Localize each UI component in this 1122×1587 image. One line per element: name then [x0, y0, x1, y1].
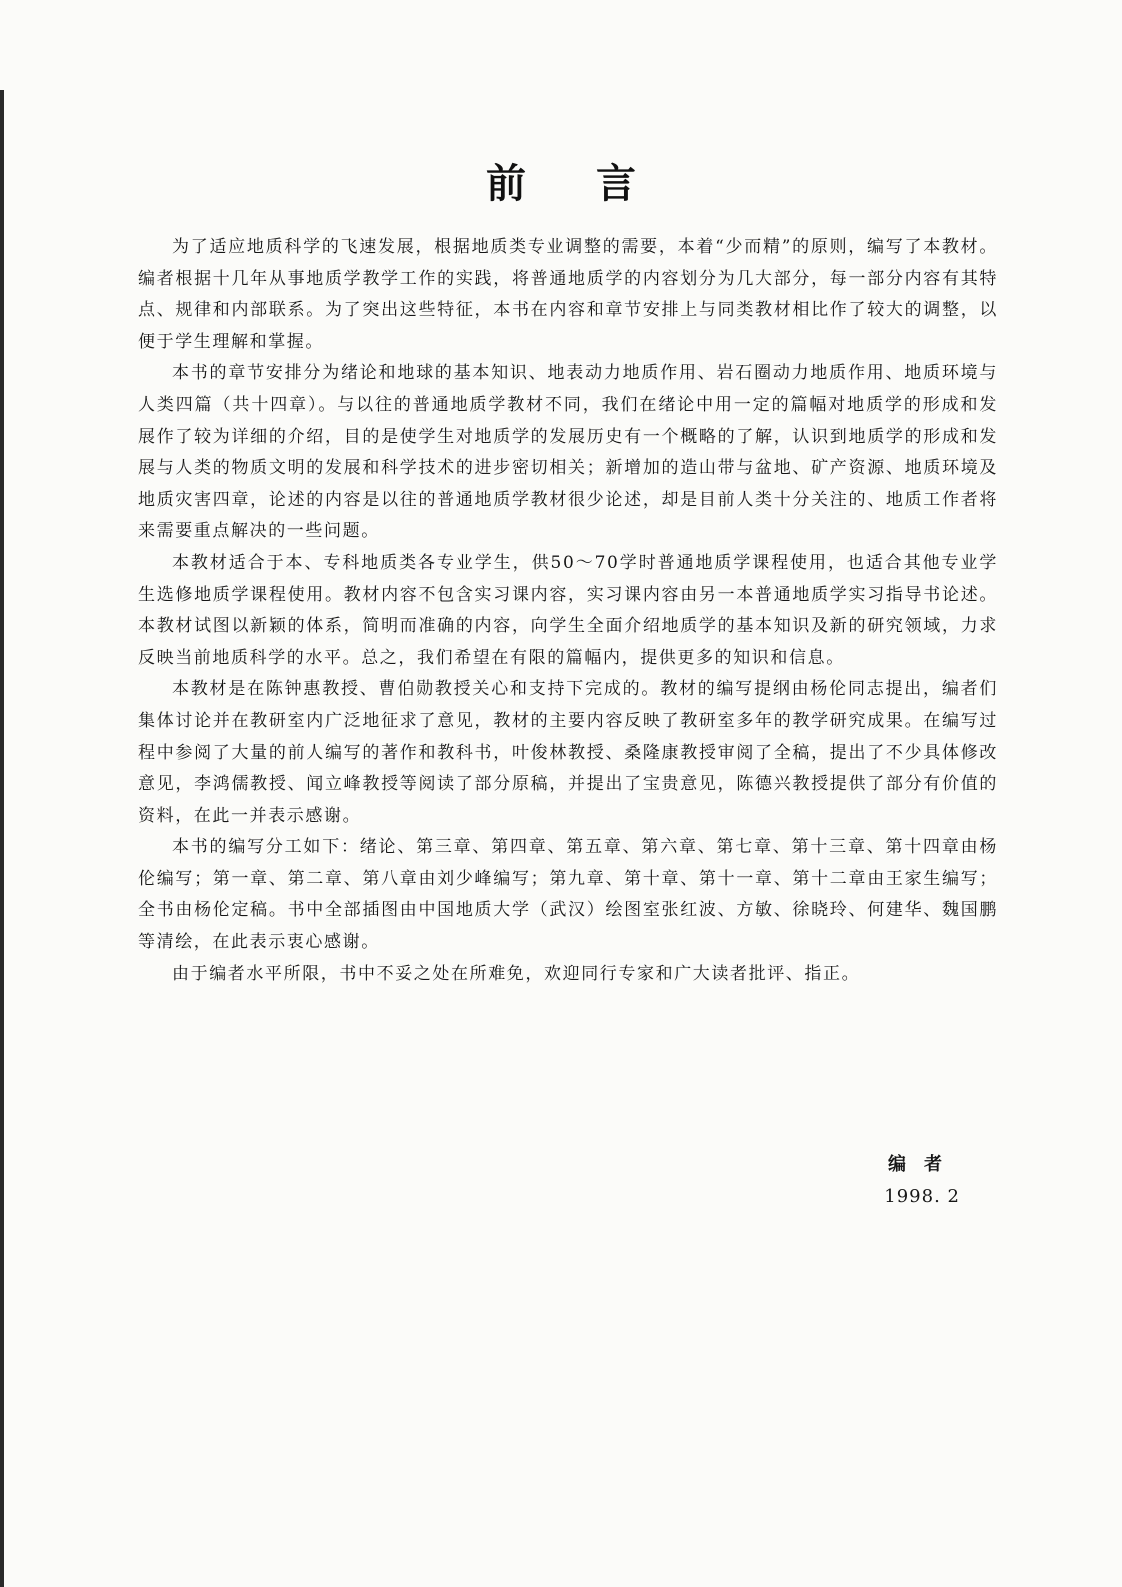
paragraph: 本书的章节安排分为绪论和地球的基本知识、地表动力地质作用、岩石圈动力地质作用、地质环境与人类四篇（共十四章）。与以往的普通地质学教材不同，我们在绪论中用一定的篇幅对地质学的形成和发展作了较为详细的介绍，目的是使学生对地质学的发展历史有一个概略的了解，认识到地质学的形成和发展与人类的物质文明的发展和科学技术的进步密切相关；新增加的造山带与盆地、矿产资源、地质环境及地质灾害四章，论述的内容是以往的普通地质学教材很少论述，却是目前人类十分关注的、地质工作者将来需要重点解决的一些问题。	[138, 363, 998, 542]
preface-body	[138, 232, 998, 990]
paragraph: 为了适应地质科学的飞速发展，根据地质类专业调整的需要，本着“少而精”的原则，编写了本教材。编者根据十几年从事地质学教学工作的实践，将普通地质学的内容划分为几大部分，每一部分内容有其特点、规律和内部联系。为了突出这些特征，本书在内容和章节安排上与同类教材相比作了较大的调整，以便于学生理解和掌握。	[138, 237, 998, 352]
paragraph: 本教材是在陈钟惠教授、曹伯勋教授关心和支持下完成的。教材的编写提纲由杨伦同志提出，编者们集体讨论并在教研室内广泛地征求了意见，教材的主要内容反映了教研室多年的教学研究成果。在编写过程中参阅了大量的前人编写的著作和教科书，叶俊林教授、桑隆康教授审阅了全稿，提出了不少具体修改意见，李鸿儒教授、闻立峰教授等阅读了部分原稿，并提出了宝贵意见，陈德兴教授提供了部分有价值的资料，在此一并表示感谢。	[138, 679, 998, 826]
paragraph: 由于编者水平所限，书中不妥之处在所难免，欢迎同行专家和广大读者批评、指正。	[172, 963, 861, 984]
page-title: 前 言	[486, 161, 664, 207]
paragraph: 本书的编写分工如下：绪论、第三章、第四章、第五章、第六章、第七章、第十三章、第十四章由杨伦编写；第一章、第二章、第八章由刘少峰编写；第九章、第十章、第十一章、第十二章由王家生编写；全书由杨伦定稿。书中全部插图由中国地质大学（武汉）绘图室张红波、方敏、徐晓玲、何建华、魏国鹏等清绘，在此表示衷心感谢。	[138, 837, 998, 953]
signature-author: 编者	[888, 1154, 960, 1175]
paragraph: 本教材适合于本、专科地质类各专业学生，供50～70学时普通地质学课程使用，也适合其他专业学生选修地质学课程使用。教材内容不包含实习课内容，实习课内容由另一本普通地质学实习指导书论述。本教材试图以新颖的体系，简明而准确的内容，向学生全面介绍地质学的基本知识及新的研究领域，力求反映当前地质科学的水平。总之，我们希望在有限的篇幅内，提供更多的知识和信息。	[138, 552, 998, 668]
signature-date: 1998. 2	[884, 1186, 960, 1207]
signature-block	[840, 1150, 960, 1207]
